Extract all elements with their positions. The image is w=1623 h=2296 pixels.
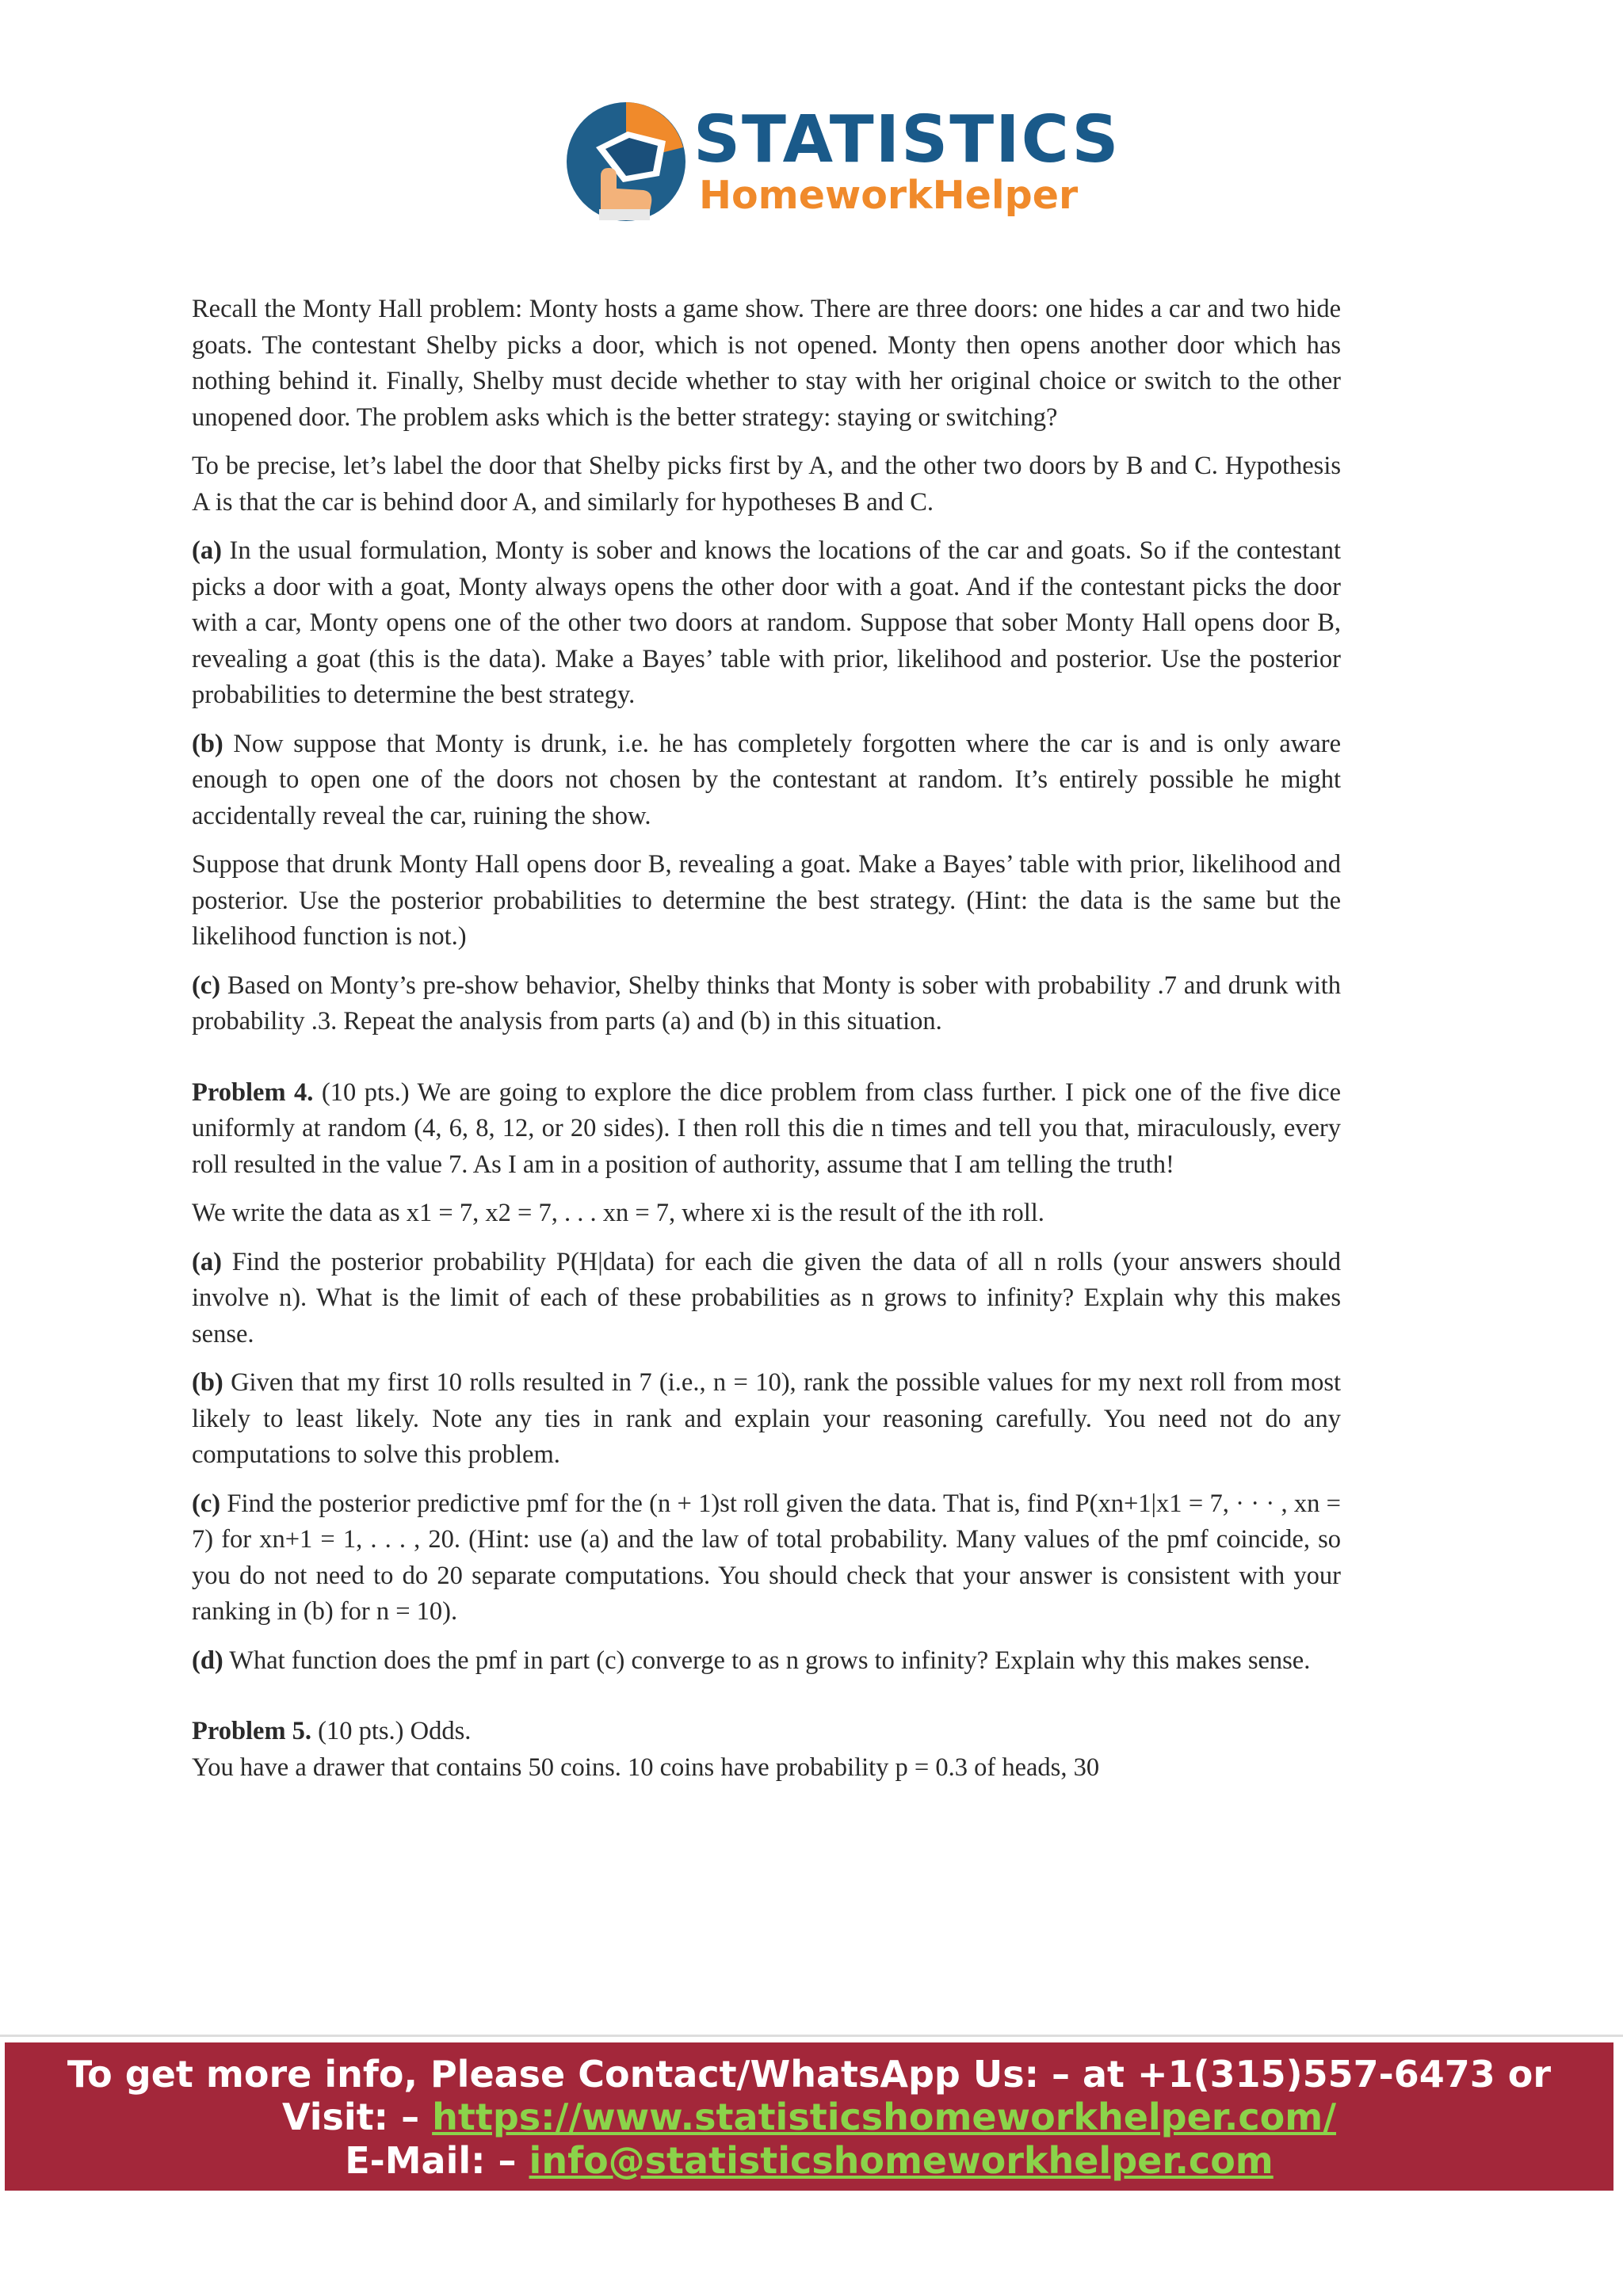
problem-4-part-c — [192, 1486, 1341, 1630]
logo-title: STATISTICS — [693, 102, 1121, 177]
paragraph-text: (10 pts.) Odds. — [311, 1717, 472, 1745]
paragraph-text: Find the posterior predictive pmf for the (n + 1)st roll given the data. That is, find P(xn+1|x1 = 7, · · · , xn = 7) for xn+1 = 1, . . . , 20. (Hint: use (a) and the law of total probability. Many values of the pmf coincide, so you do not need to do 20 separate computations. You should check that your answer is consistent with your ranking in (b) for n = 10). — [192, 1489, 1341, 1626]
part-label: (a) — [192, 1247, 222, 1276]
problem-4-part-a — [192, 1245, 1341, 1353]
page-divider — [0, 2035, 1623, 2037]
website-link[interactable]: https://www.statisticshomeworkhelper.com/ — [432, 2096, 1337, 2138]
paragraph-part-b — [192, 727, 1341, 835]
footer-email-line — [5, 2138, 1613, 2183]
paragraph-part-a — [192, 533, 1341, 714]
logo — [564, 97, 1121, 231]
part-label: (d) — [192, 1646, 223, 1675]
problem-4-part-b — [192, 1365, 1341, 1474]
problem-label: Problem 5. — [192, 1717, 312, 1745]
document-body — [192, 292, 1341, 1798]
part-label: (c) — [192, 971, 221, 1000]
paragraph-text: Find the posterior probability P(H|data) for each die given the data of all n rolls (your answers should involve n). What is the limit of each of these probabilities as n grows to infinity? Explain why this makes sense. — [192, 1247, 1341, 1348]
part-label: (b) — [192, 729, 223, 758]
logo-subtitle: HomeworkHelper — [699, 173, 1079, 218]
paragraph-drunk — [192, 847, 1341, 955]
paragraph-text: Recall the Monty Hall problem: Monty hosts a game show. There are three doors: one hides a car and two hide goats. The contestant Shelby picks a door, which is not opened. Monty then opens another door which has nothing behind it. Finally, Shelby must decide whether to stay with her original choice or switch to the other unopened door. The problem asks which is the better strategy: staying or switching? — [192, 295, 1341, 432]
paragraph-text: In the usual formulation, Monty is sober and knows the locations of the car and goats. So if the contestant picks a door with a goat, Monty always opens the other door with a goat. And if the contestant picks the door with a car, Monty opens one of the other two doors at random. Suppose that sober Monty Hall opens door B, revealing a goat (this is the data). Make a Bayes’ table with prior, likelihood and posterior. Use the posterior probabilities to determine the best strategy. — [192, 536, 1341, 709]
paragraph-text: We write the data as x1 = 7, x2 = 7, . . . xn = 7, where xi is the result of the ith roll. — [192, 1199, 1044, 1227]
problem-5-text — [192, 1750, 1341, 1787]
paragraph-intro — [192, 292, 1341, 436]
paragraph-text: What function does the pmf in part (c) converge to as n grows to infinity? Explain why this makes sense. — [223, 1646, 1311, 1675]
part-label: (b) — [192, 1368, 223, 1397]
email-link[interactable]: info@statisticshomeworkhelper.com — [529, 2139, 1274, 2182]
paragraph-text: Suppose that drunk Monty Hall opens door B, revealing a goat. Make a Bayes’ table with prior, likelihood and posterior. Use the posterior probabilities to determine the best strategy. (Hint: the data is the same but the likelihood function is not.) — [192, 850, 1341, 951]
paragraph-text: To be precise, let’s label the door that Shelby picks first by A, and the other two doors by B and C. Hypothesis A is that the car is behind door A, and similarly for hypotheses B and C. — [192, 452, 1341, 517]
footer-visit-line — [5, 2095, 1613, 2139]
contact-footer — [5, 2042, 1613, 2191]
paragraph-labels — [192, 448, 1341, 521]
problem-label: Problem 4. — [192, 1077, 314, 1107]
problem-4-part-d — [192, 1643, 1341, 1680]
footer-email-label: E-Mail: – — [345, 2139, 517, 2182]
logo-hand-pointer-icon — [564, 100, 688, 223]
paragraph-part-c — [192, 968, 1341, 1040]
footer-visit-label: Visit: – — [281, 2096, 420, 2138]
problem-4-heading — [192, 1075, 1341, 1184]
part-label: (c) — [192, 1489, 221, 1518]
footer-contact-line: To get more info, Please Contact/WhatsApp Us: – at +1(315)557-6473 or — [67, 2053, 1552, 2096]
paragraph-text: You have a drawer that contains 50 coins. 10 coins have probability p = 0.3 of heads, 30 — [192, 1753, 1100, 1782]
paragraph-text: Now suppose that Monty is drunk, i.e. he has completely forgotten where the car is and is only aware enough to open one of the doors not chosen by the contestant at random. It’s entirely possible he might accidentally reveal the car, ruining the show. — [192, 729, 1341, 830]
paragraph-data — [192, 1196, 1341, 1232]
paragraph-text: Given that my first 10 rolls resulted in 7 (i.e., n = 10), rank the possible values for my next roll from most likely to least likely. Note any ties in rank and explain your reasoning carefully. You need not do any computations to solve this problem. — [192, 1368, 1341, 1469]
paragraph-text: (10 pts.) We are going to explore the dice problem from class further. I pick one of the five dice uniformly at random (4, 6, 8, 12, or 20 sides). I then roll this die n times and tell you that, miraculously, every roll resulted in the value 7. As I am in a position of authority, assume that I am telling the truth! — [192, 1077, 1341, 1179]
paragraph-text: Based on Monty’s pre-show behavior, Shelby thinks that Monty is sober with probability .7 and drunk with probability .3. Repeat the analysis from parts (a) and (b) in this situation. — [192, 971, 1341, 1035]
part-label: (a) — [192, 536, 222, 565]
problem-5-heading — [192, 1714, 1341, 1750]
